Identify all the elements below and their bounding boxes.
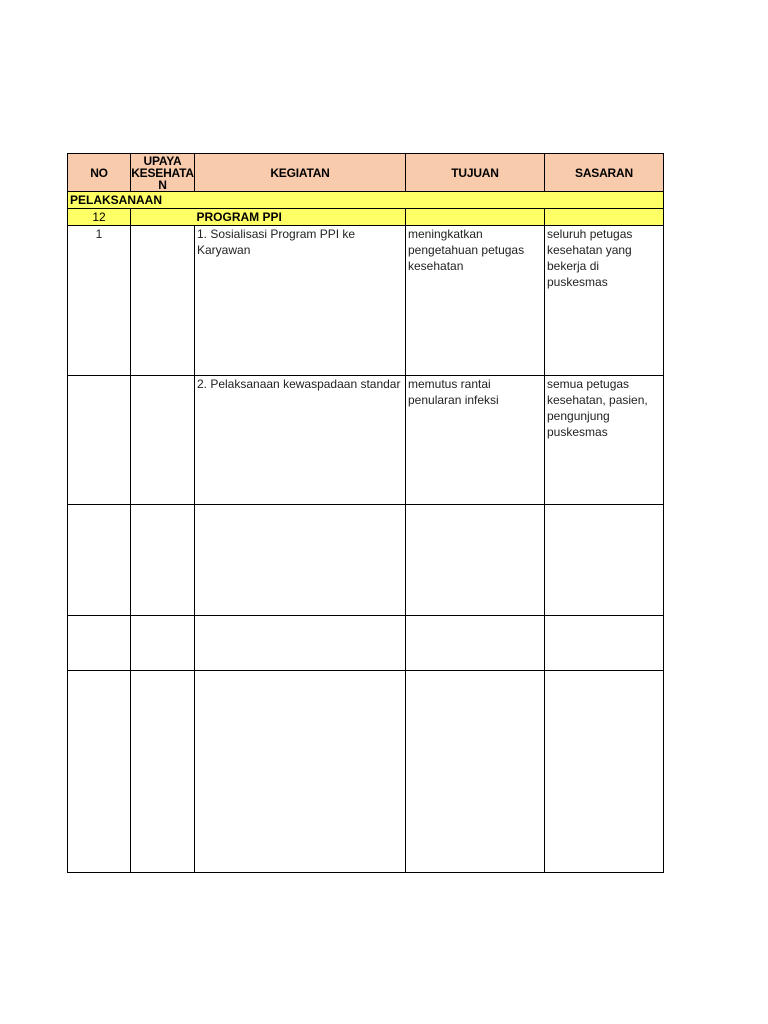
header-upaya-line-2: KESEHATA [131, 165, 194, 180]
activity-table [67, 153, 664, 873]
row-kegiatan [195, 671, 406, 873]
row-sasaran [545, 616, 664, 671]
table-row [68, 505, 664, 616]
row-upaya [131, 671, 195, 873]
header-upaya-line-1: UPAYA [143, 153, 182, 168]
row-kegiatan [195, 505, 406, 616]
header-kegiatan: KEGIATAN [195, 154, 406, 192]
row-tujuan: meningkatkan pengetahuan petugas kesehatan [406, 226, 545, 376]
table-row [68, 226, 664, 376]
row-sasaran [545, 505, 664, 616]
row-tujuan [406, 671, 545, 873]
row-tujuan: memutus rantai penularan infeksi [406, 376, 545, 505]
row-no [68, 376, 131, 505]
row-no [68, 505, 131, 616]
row-no [68, 671, 131, 873]
header-row [68, 154, 664, 192]
row-sasaran: semua petugas kesehatan, pasien, pengunjung puskesmas [545, 376, 664, 505]
header-sasaran: SASARAN [545, 154, 664, 192]
section-row [68, 192, 664, 209]
table-row [68, 671, 664, 873]
row-kegiatan [195, 616, 406, 671]
table-row [68, 376, 664, 505]
row-sasaran: seluruh petugas kesehatan yang bekerja di puskesmas [545, 226, 664, 376]
row-tujuan [406, 616, 545, 671]
program-sasaran-cell [545, 209, 664, 226]
row-sasaran [545, 671, 664, 873]
header-no: NO [68, 154, 131, 192]
row-no: 1 [68, 226, 131, 376]
program-tujuan-cell [406, 209, 545, 226]
section-label: PELAKSANAAN [68, 192, 664, 209]
row-kegiatan: 2. Pelaksanaan kewaspadaan standar [195, 376, 406, 505]
row-tujuan [406, 505, 545, 616]
row-upaya [131, 616, 195, 671]
program-row [68, 209, 664, 226]
row-kegiatan: 1. Sosialisasi Program PPI ke Karyawan [195, 226, 406, 376]
row-upaya [131, 226, 195, 376]
header-upaya-line-3: N [158, 177, 167, 192]
table-row [68, 616, 664, 671]
header-upaya-kesehatan [131, 154, 195, 192]
program-empty-cell [131, 209, 195, 226]
row-upaya [131, 505, 195, 616]
row-no [68, 616, 131, 671]
program-title: PROGRAM PPI [195, 209, 406, 226]
header-tujuan: TUJUAN [406, 154, 545, 192]
row-upaya [131, 376, 195, 505]
program-number: 12 [68, 209, 131, 226]
